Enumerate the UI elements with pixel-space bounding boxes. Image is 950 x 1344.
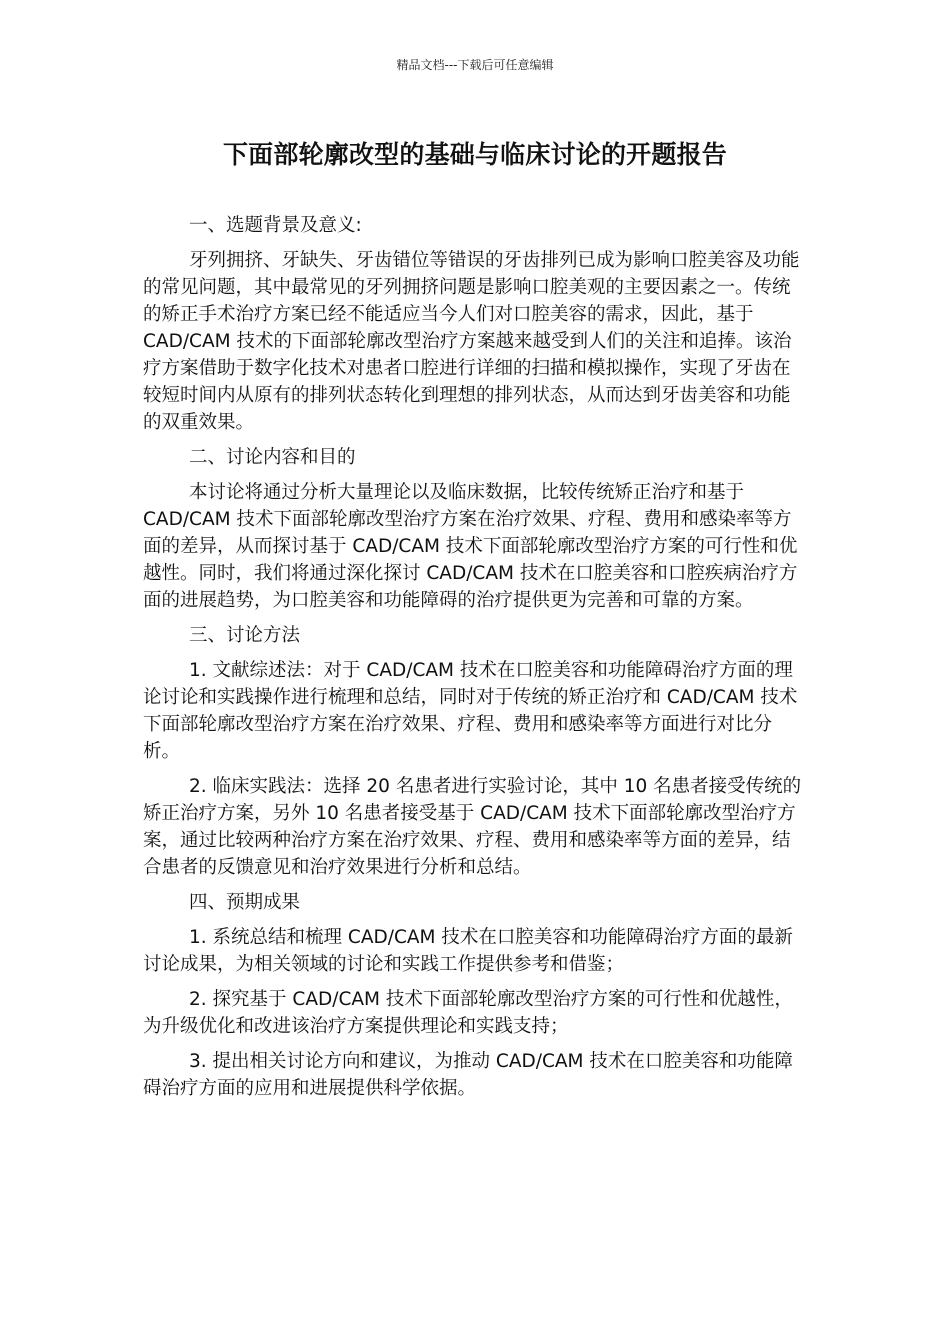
expected-results-item-3: 3. 提出相关讨论方向和建议，为推动 CAD/CAM 技术在口腔美容和功能障碍治疗方面的应用和进展提供科学依据。 bbox=[143, 1051, 793, 1099]
document-body bbox=[143, 212, 807, 1110]
expected-results-item-2: 2. 探究基于 CAD/CAM 技术下面部轮廓改型治疗方案的可行性和优越性，为升级优化和改进该治疗方案提供理论和实践支持； bbox=[143, 989, 793, 1037]
methods-item-literature: 1. 文献综述法：对于 CAD/CAM 技术在口腔美容和功能障碍治疗方面的理论讨论和实践操作进行梳理和总结，同时对于传统的矫正治疗和 CAD/CAM 技术下面部轮廓改型治疗方案在治疗效果、疗程、费用和感染率等方面进行对比分析。 bbox=[143, 660, 798, 762]
section-heading-expected-results: 四、预期成果 bbox=[189, 892, 301, 913]
section-heading-content-purpose: 二、讨论内容和目的 bbox=[189, 447, 356, 468]
section-heading-background: 一、选题背景及意义: bbox=[189, 215, 362, 236]
expected-results-item-1: 1. 系统总结和梳理 CAD/CAM 技术在口腔美容和功能障碍治疗方面的最新讨论成果，为相关领域的讨论和实践工作提供参考和借鉴； bbox=[143, 927, 793, 975]
methods-item-clinical: 2. 临床实践法：选择 20 名患者进行实验讨论，其中 10 名患者接受传统的矫正治疗方案，另外 10 名患者接受基于 CAD/CAM 技术下面部轮廓改型治疗方案，通过比较两种治疗方案在治疗效果、疗程、费用和感染率等方面的差异，结合患者的反馈意见和治疗效果进行分析和总结。 bbox=[143, 776, 802, 878]
section-heading-methods: 三、讨论方法 bbox=[189, 625, 301, 646]
document-title: 下面部轮廓改型的基础与临床讨论的开题报告 bbox=[222, 140, 727, 169]
background-paragraph: 牙列拥挤、牙缺失、牙齿错位等错误的牙齿排列已成为影响口腔美容及功能的常见问题，其中最常见的牙列拥挤问题是影响口腔美观的主要因素之一。传统的矫正手术治疗方案已经不能适应当今人们对口腔美容的需求，因此，基于 CAD/CAM 技术的下面部轮廓改型治疗方案越来越受到人们的关注和追捧。该治疗方案借助于数字化技术对患者口腔进行详细的扫描和模拟操作，实现了牙齿在较短时间内从原有的排列状态转化到理想的排列状态，从而达到牙齿美容和功能的双重效果。 bbox=[143, 250, 800, 433]
content-purpose-paragraph: 本讨论将通过分析大量理论以及临床数据，比较传统矫正治疗和基于 CAD/CAM 技术下面部轮廓改型治疗方案在治疗效果、疗程、费用和感染率等方面的差异，从而探讨基于 CAD/CAM 技术下面部轮廓改型治疗方案的可行性和优越性。同时，我们将通过深化探讨 CAD/CAM 技术在口腔美容和口腔疾病治疗方面的进展趋势，为口腔美容和功能障碍的治疗提供更为完善和可靠的方案。 bbox=[143, 482, 798, 611]
header-note: 精品文档---下载后可任意编辑 bbox=[396, 58, 554, 72]
